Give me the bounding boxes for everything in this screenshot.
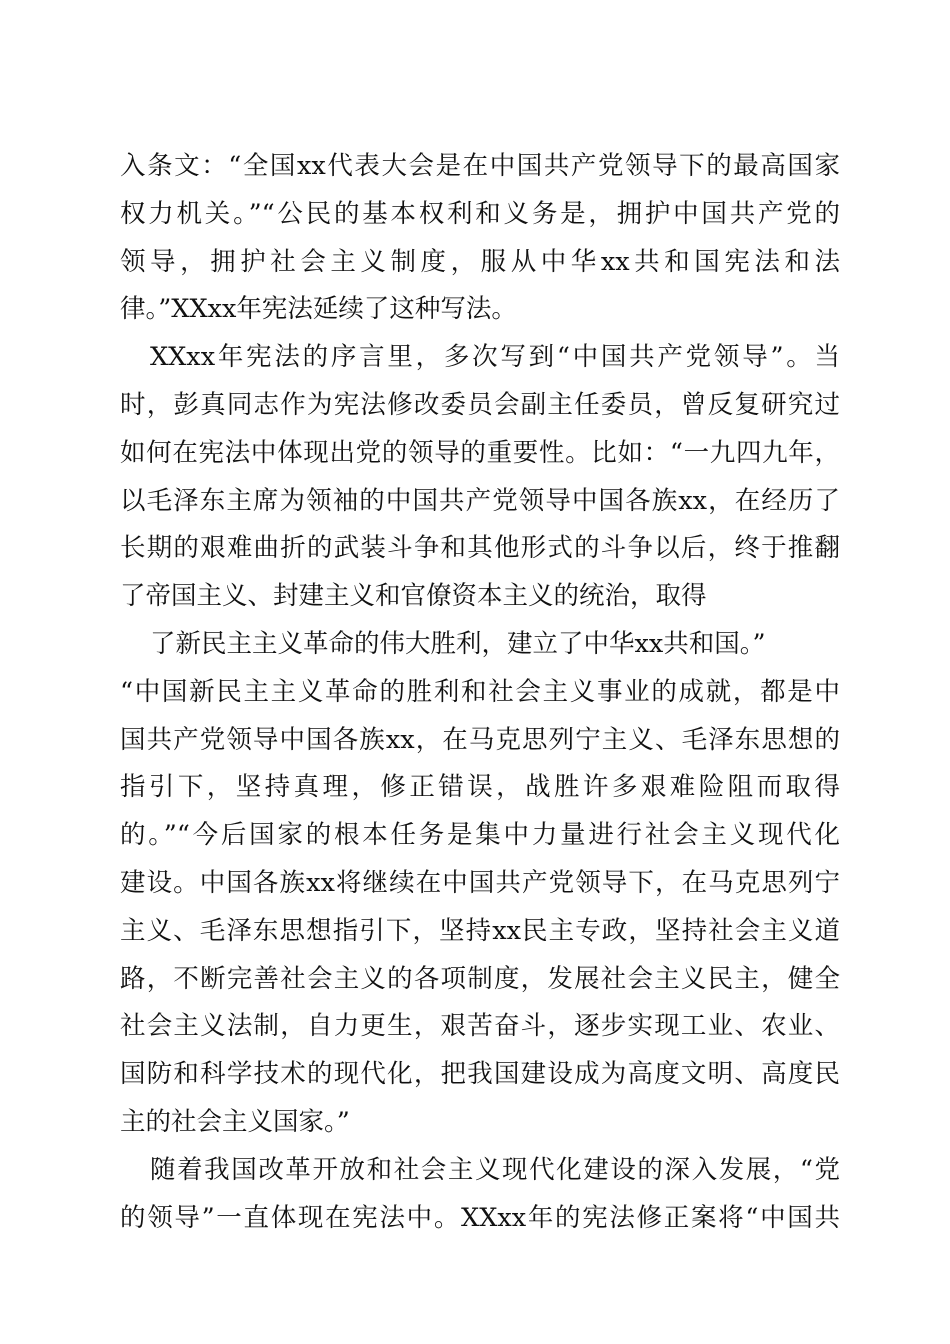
text-line: 时，彭真同志作为宪法修改委员会副主任委员，曾反复研究过 [120,389,840,420]
text-line: “中国新民主主义革命的胜利和社会主义事业的成就，都是中 [120,676,840,707]
text-line: 了帝国主义、封建主义和官僚资本主义的统治，取得 [120,581,707,612]
text-line: 路，不断完善社会主义的各项制度，发展社会主义民主，健全 [120,963,840,994]
text-line: 社会主义法制，自力更生，艰苦奋斗，逐步实现工业、农业、 [120,1011,840,1042]
text-line: XXxx年宪法的序言里，多次写到“中国共产党领导”。当 [150,342,840,373]
text-line: 领导，拥护社会主义制度，服从中华xx共和国宪法和法 [120,246,840,277]
text-line: 国防和科学技术的现代化，把我国建设成为高度文明、高度民 [120,1059,840,1090]
text-line: 国共产党领导中国各族xx，在马克思列宁主义、毛泽东思想的 [120,724,840,755]
text-line: 律。”XXxx年宪法延续了这种写法。 [120,294,517,325]
text-line: 权力机关。”“公民的基本权利和义务是，拥护中国共产党的 [120,198,840,229]
text-line: 的。”“今后国家的根本任务是集中力量进行社会主义现代化 [120,820,840,851]
text-line: 主的社会主义国家。” [120,1106,350,1137]
text-line: 以毛泽东主席为领袖的中国共产党领导中国各族xx，在经历了 [120,485,840,516]
text-line: 建设。中国各族xx将继续在中国共产党领导下，在马克思列宁 [120,867,840,898]
body-text [120,143,840,1242]
text-line: 如何在宪法中体现出党的领导的重要性。比如：“一九四九年， [120,437,840,468]
text-line: 长期的艰难曲折的武装斗争和其他形式的斗争以后，终于推翻 [120,533,840,564]
text-line: 了新民主主义革命的伟大胜利，建立了中华xx共和国。” [150,628,766,659]
text-line: 随着我国改革开放和社会主义现代化建设的深入发展，“党 [150,1154,840,1185]
text-line: 主义、毛泽东思想指引下，坚持xx民主专政，坚持社会主义道 [120,915,840,946]
text-line: 入条文：“全国xx代表大会是在中国共产党领导下的最高国家 [120,151,840,181]
text-line: 指引下，坚持真理，修正错误，战胜许多艰难险阻而取得 [120,772,840,803]
text-line: 的领导”一直体现在宪法中。XXxx年的宪法修正案将“中国共 [120,1202,840,1233]
